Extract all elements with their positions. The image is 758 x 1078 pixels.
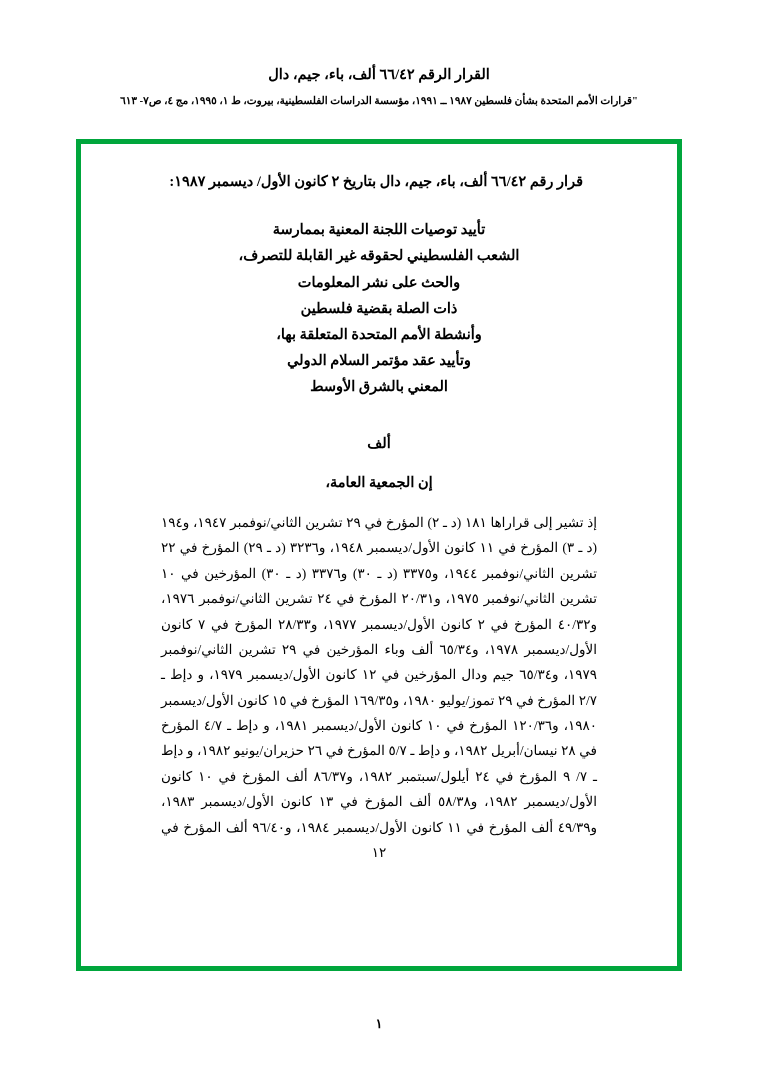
resolution-title-line: الشعب الفلسطيني لحقوقه غير القابلة للتصرف، <box>238 248 520 265</box>
page-title: القرار الرقم ٦٦/٤٢ ألف، باء، جيم، دال <box>268 67 490 83</box>
assembly-preamble: إن الجمعية العامة، <box>325 475 433 492</box>
resolution-title-line: ذات الصلة بقضية فلسطين <box>300 300 458 317</box>
page-number: ١ <box>375 1016 383 1031</box>
resolution-title <box>139 217 619 400</box>
resolution-title-line: المعني بالشرق الأوسط <box>310 378 448 395</box>
resolution-title-line: وتأييد عقد مؤتمر السلام الدولي <box>287 352 471 369</box>
resolution-title-line: وأنشطة الأمم المتحدة المتعلقة بها، <box>276 326 482 343</box>
section-letter: ألف <box>367 436 391 453</box>
green-framed-content-box <box>76 139 682 971</box>
resolution-body-text: إذ تشير إلى قراراها ١٨١ (د ـ ٢) المؤرخ في ٢٩ تشرين الثاني/نوفمبر ١٩٤٧، و١٩٤ (د ـ ٣) المؤرخ في ١١ كانون الأول/ديسمبر ١٩٤٨، و٣٢٣٦ (د ـ ٢٩) المؤرخ في ٢٢ تشرين الثاني/نوفمبر ١٩٤٤، و٣٣٧٥ (د ـ ٣٠) و٣٣٧٦ (د ـ ٣٠) المؤرخين في ١٠ تشرين الثاني/نوفمبر ١٩٧٥، و٢٠/٣١ المؤرخ في ٢٤ تشرين الثاني/نوفمبر ١٩٧٦، و٤٠/٣٢ المؤرخ في ٢ كانون الأول/ديسمبر ١٩٧٧، و٢٨/٣٣ المؤرخ في ٧ كانون الأول/ديسمبر ١٩٧٨، و٦٥/٣٤ ألف وباء المؤرخين في ٢٩ تشرين الثاني/نوفمبر ١٩٧٩، و٦٥/٣٤ جيم ودال المؤرخين في ١٢ كانون الأول/ديسمبر ١٩٧٩، و دإط ـ ٢/٧ المؤرخ في ٢٩ تموز/يوليو ١٩٨٠، و١٦٩/٣٥ المؤرخ في ١٥ كانون الأول/ديسمبر ١٩٨٠، و١٢٠/٣٦ المؤرخ في ١٠ كانون الأول/ديسمبر ١٩٨١، و دإط ـ ٤/٧ المؤرخ في ٢٨ نيسان/أبريل ١٩٨٢، و دإط ـ ٥/٧ المؤرخ في ٢٦ حزيران/يونيو ١٩٨٢، و دإط ـ ٧/ ٩ المؤرخ في ٢٤ أيلول/سبتمبر ١٩٨٢، و٨٦/٣٧ ألف المؤرخ في ١٠ كانون الأول/ديسمبر ١٩٨٢، و٥٨/٣٨ ألف المؤرخ في ١٣ كانون الأول/ديسمبر ١٩٨٣، و٤٩/٣٩ ألف المؤرخ في ١١ كانون الأول/ديسمبر ١٩٨٤، و٩٦/٤٠ ألف المؤرخ في ١٢ <box>161 515 598 860</box>
source-citation: "قرارات الأمم المتحدة بشأن فلسطين ١٩٨٧ ــ ١٩٩١، مؤسسة الدراسات الفلسطينية، بيروت، ط ١، ١٩٩٥، مج ٤، ص٧- ٦١٣ <box>120 95 638 107</box>
frame-inner <box>81 144 677 966</box>
resolution-title-line: والحث على نشر المعلومات <box>297 274 461 291</box>
resolution-title-line: تأييد توصيات اللجنة المعنية بممارسة <box>272 222 486 239</box>
document-header <box>0 0 758 108</box>
resolution-heading: قرار رقم ٦٦/٤٢ ألف، باء، جيم، دال بتاريخ ٢ كانون الأول/ ديسمبر ١٩٨٧: <box>169 174 583 190</box>
